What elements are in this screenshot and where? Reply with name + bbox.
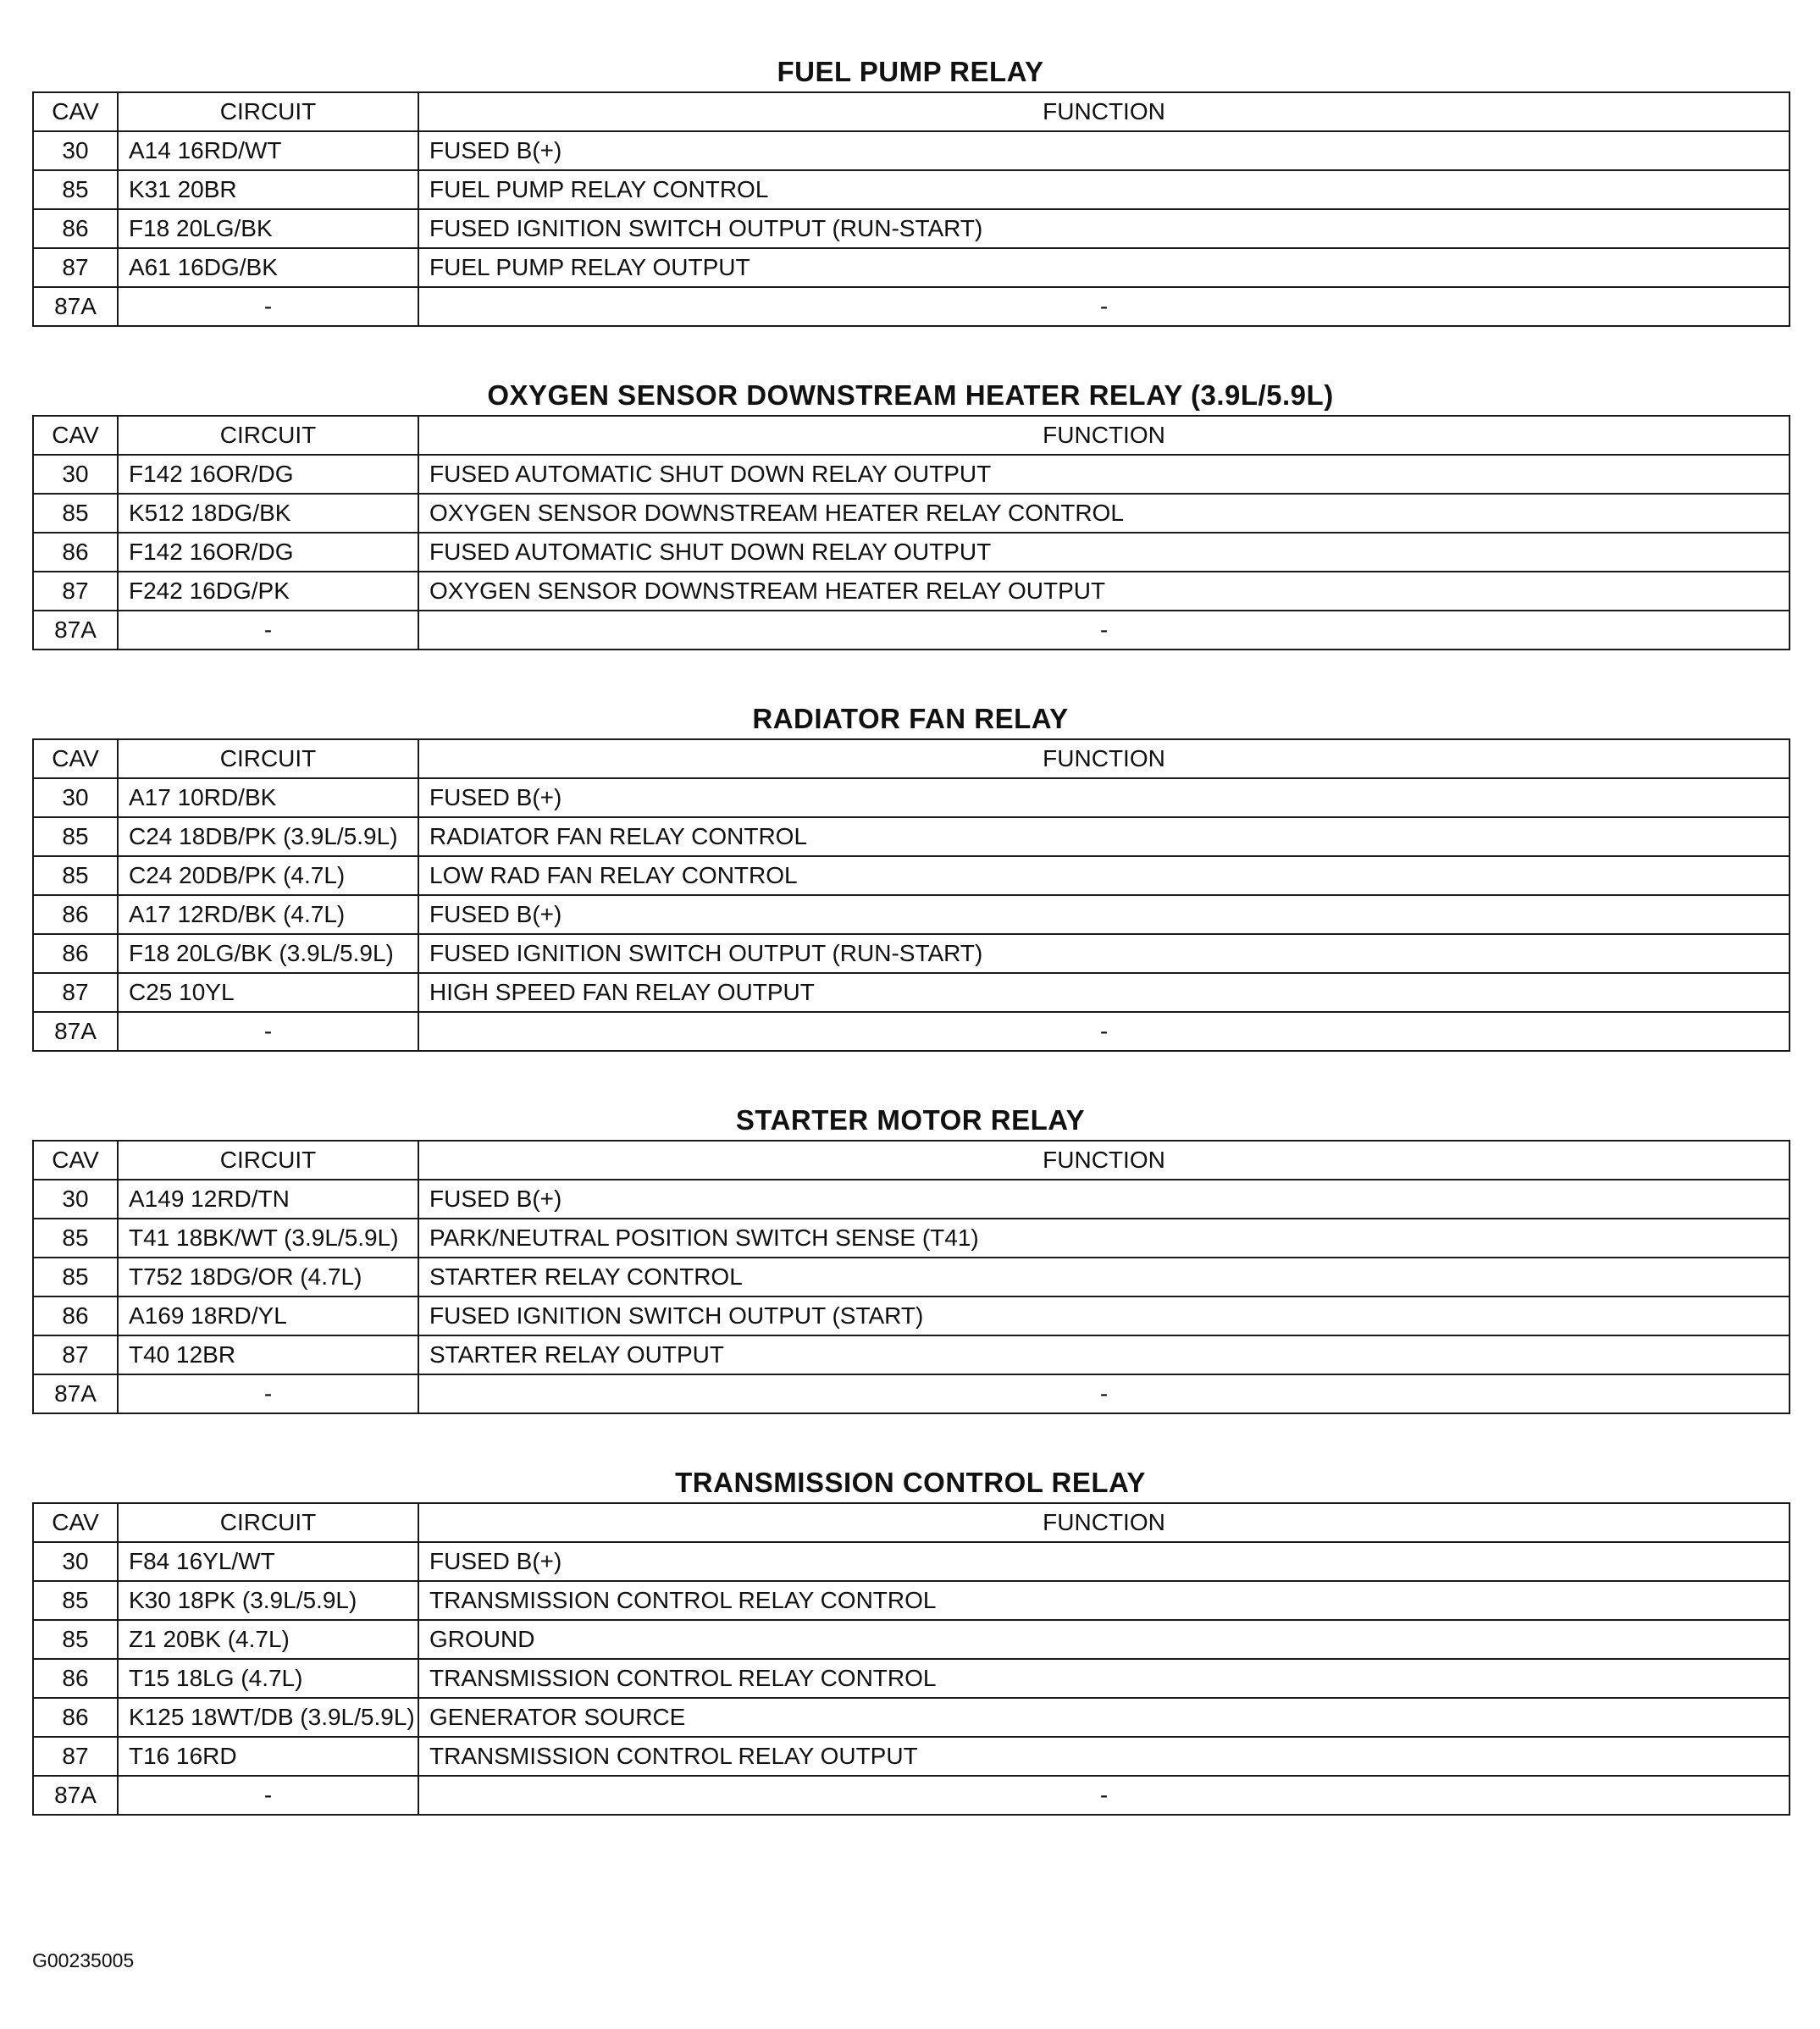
table-title: TRANSMISSION CONTROL RELAY (675, 1467, 1146, 1498)
function-cell: TRANSMISSION CONTROL RELAY CONTROL (418, 1581, 1790, 1620)
table-title: RADIATOR FAN RELAY (752, 703, 1069, 734)
cav-header: CAV (33, 416, 118, 455)
table-row (33, 817, 1790, 856)
circuit-cell: - (118, 1012, 418, 1051)
table-title: OXYGEN SENSOR DOWNSTREAM HEATER RELAY (3.9L/5.9L) (487, 379, 1334, 411)
table-row (33, 1542, 1790, 1581)
circuit-cell: A14 16RD/WT (118, 131, 418, 170)
function-cell: STARTER RELAY OUTPUT (418, 1335, 1790, 1374)
table-row (33, 1581, 1790, 1620)
cav-cell: 87A (33, 611, 118, 650)
cav-header: CAV (33, 1503, 118, 1542)
function-cell: FUEL PUMP RELAY CONTROL (418, 170, 1790, 209)
relay-table-section (32, 699, 1789, 1052)
function-cell: FUSED B(+) (418, 1542, 1790, 1581)
circuit-cell: Z1 20BK (4.7L) (118, 1620, 418, 1659)
header-row (33, 739, 1790, 778)
function-cell: - (418, 287, 1790, 326)
table-row (33, 494, 1790, 533)
cav-cell: 85 (33, 1620, 118, 1659)
function-cell: LOW RAD FAN RELAY CONTROL (418, 856, 1790, 895)
circuit-cell: K512 18DG/BK (118, 494, 418, 533)
cav-cell: 85 (33, 856, 118, 895)
circuit-header: CIRCUIT (118, 92, 418, 131)
function-cell: FUSED IGNITION SWITCH OUTPUT (RUN-START) (418, 934, 1790, 973)
table-row (33, 856, 1790, 895)
cav-cell: 87A (33, 287, 118, 326)
function-header: FUNCTION (418, 416, 1790, 455)
function-cell: GENERATOR SOURCE (418, 1698, 1790, 1737)
cav-header: CAV (33, 739, 118, 778)
function-cell: TRANSMISSION CONTROL RELAY OUTPUT (418, 1737, 1790, 1776)
cav-cell: 86 (33, 1698, 118, 1737)
pinout-table (32, 415, 1790, 650)
function-cell: FUSED AUTOMATIC SHUT DOWN RELAY OUTPUT (418, 455, 1790, 494)
circuit-cell: C25 10YL (118, 973, 418, 1012)
cav-cell: 87A (33, 1012, 118, 1051)
function-cell: - (418, 1374, 1790, 1413)
cav-cell: 86 (33, 895, 118, 934)
table-row (33, 1296, 1790, 1335)
cav-cell: 86 (33, 1296, 118, 1335)
pinout-table (32, 91, 1790, 327)
table-row (33, 611, 1790, 650)
cav-cell: 30 (33, 131, 118, 170)
function-header: FUNCTION (418, 1503, 1790, 1542)
relay-table-section (32, 53, 1789, 327)
cav-cell: 85 (33, 494, 118, 533)
cav-cell: 85 (33, 1581, 118, 1620)
circuit-cell: C24 18DB/PK (3.9L/5.9L) (118, 817, 418, 856)
circuit-header: CIRCUIT (118, 1141, 418, 1180)
table-row (33, 131, 1790, 170)
table-row (33, 1659, 1790, 1698)
cav-cell: 86 (33, 934, 118, 973)
cav-cell: 85 (33, 817, 118, 856)
pinout-table (32, 738, 1790, 1052)
circuit-cell: F142 16OR/DG (118, 455, 418, 494)
circuit-header: CIRCUIT (118, 416, 418, 455)
circuit-cell: K31 20BR (118, 170, 418, 209)
function-cell: FUEL PUMP RELAY OUTPUT (418, 248, 1790, 287)
table-row (33, 1737, 1790, 1776)
cav-header: CAV (33, 92, 118, 131)
table-row (33, 1258, 1790, 1296)
cav-cell: 86 (33, 1659, 118, 1698)
table-row (33, 1180, 1790, 1219)
table-row (33, 248, 1790, 287)
circuit-cell: A17 12RD/BK (4.7L) (118, 895, 418, 934)
cav-cell: 30 (33, 455, 118, 494)
table-title: STARTER MOTOR RELAY (735, 1104, 1086, 1136)
circuit-cell: - (118, 1374, 418, 1413)
pinout-table (32, 1502, 1790, 1816)
table-row (33, 1698, 1790, 1737)
function-cell: FUSED B(+) (418, 1180, 1790, 1219)
relay-table-section (32, 1463, 1789, 1816)
function-cell: FUSED IGNITION SWITCH OUTPUT (RUN-START) (418, 209, 1790, 248)
table-row (33, 1776, 1790, 1815)
table-row (33, 895, 1790, 934)
cav-cell: 87 (33, 572, 118, 611)
table-row (33, 1620, 1790, 1659)
function-cell: GROUND (418, 1620, 1790, 1659)
cav-cell: 30 (33, 778, 118, 817)
circuit-header: CIRCUIT (118, 739, 418, 778)
figure-id: G00235005 (32, 1949, 135, 1971)
circuit-cell: T752 18DG/OR (4.7L) (118, 1258, 418, 1296)
table-row (33, 778, 1790, 817)
header-row (33, 1141, 1790, 1180)
circuit-cell: F84 16YL/WT (118, 1542, 418, 1581)
circuit-cell: A149 12RD/TN (118, 1180, 418, 1219)
cav-cell: 30 (33, 1542, 118, 1581)
cav-header: CAV (33, 1141, 118, 1180)
cav-cell: 86 (33, 209, 118, 248)
table-row (33, 1335, 1790, 1374)
circuit-cell: T40 12BR (118, 1335, 418, 1374)
function-cell: OXYGEN SENSOR DOWNSTREAM HEATER RELAY CONTROL (418, 494, 1790, 533)
circuit-cell: T41 18BK/WT (3.9L/5.9L) (118, 1219, 418, 1258)
table-row (33, 572, 1790, 611)
function-cell: FUSED B(+) (418, 778, 1790, 817)
function-cell: FUSED IGNITION SWITCH OUTPUT (START) (418, 1296, 1790, 1335)
circuit-cell: K30 18PK (3.9L/5.9L) (118, 1581, 418, 1620)
cav-cell: 85 (33, 170, 118, 209)
cav-cell: 85 (33, 1258, 118, 1296)
function-header: FUNCTION (418, 739, 1790, 778)
function-cell: - (418, 1012, 1790, 1051)
circuit-cell: T16 16RD (118, 1737, 418, 1776)
function-cell: OXYGEN SENSOR DOWNSTREAM HEATER RELAY OUTPUT (418, 572, 1790, 611)
circuit-cell: - (118, 1776, 418, 1815)
cav-cell: 87A (33, 1374, 118, 1413)
table-row (33, 533, 1790, 572)
circuit-cell: - (118, 287, 418, 326)
circuit-cell: F18 20LG/BK (118, 209, 418, 248)
circuit-cell: T15 18LG (4.7L) (118, 1659, 418, 1698)
header-row (33, 1503, 1790, 1542)
function-cell: STARTER RELAY CONTROL (418, 1258, 1790, 1296)
relay-table-section (32, 1101, 1789, 1414)
function-cell: RADIATOR FAN RELAY CONTROL (418, 817, 1790, 856)
cav-cell: 86 (33, 533, 118, 572)
cav-cell: 87 (33, 973, 118, 1012)
function-cell: FUSED B(+) (418, 131, 1790, 170)
table-row (33, 455, 1790, 494)
circuit-header: CIRCUIT (118, 1503, 418, 1542)
header-row (33, 416, 1790, 455)
function-cell: HIGH SPEED FAN RELAY OUTPUT (418, 973, 1790, 1012)
pinout-table (32, 1140, 1790, 1414)
function-header: FUNCTION (418, 1141, 1790, 1180)
function-cell: - (418, 611, 1790, 650)
cav-cell: 87 (33, 1335, 118, 1374)
circuit-cell: A169 18RD/YL (118, 1296, 418, 1335)
table-row (33, 973, 1790, 1012)
table-row (33, 287, 1790, 326)
table-row (33, 1374, 1790, 1413)
header-row (33, 92, 1790, 131)
circuit-cell: C24 20DB/PK (4.7L) (118, 856, 418, 895)
relay-pinout-document (32, 53, 1789, 1865)
table-row (33, 1219, 1790, 1258)
table-row (33, 1012, 1790, 1051)
table-title: FUEL PUMP RELAY (777, 56, 1044, 87)
cav-cell: 87 (33, 248, 118, 287)
function-cell: FUSED AUTOMATIC SHUT DOWN RELAY OUTPUT (418, 533, 1790, 572)
function-cell: - (418, 1776, 1790, 1815)
function-cell: TRANSMISSION CONTROL RELAY CONTROL (418, 1659, 1790, 1698)
function-header: FUNCTION (418, 92, 1790, 131)
cav-cell: 87 (33, 1737, 118, 1776)
table-row (33, 170, 1790, 209)
table-row (33, 209, 1790, 248)
circuit-cell: K125 18WT/DB (3.9L/5.9L) (118, 1698, 418, 1737)
cav-cell: 87A (33, 1776, 118, 1815)
function-cell: PARK/NEUTRAL POSITION SWITCH SENSE (T41) (418, 1219, 1790, 1258)
circuit-cell: F18 20LG/BK (3.9L/5.9L) (118, 934, 418, 973)
relay-table-section (32, 376, 1789, 650)
circuit-cell: - (118, 611, 418, 650)
circuit-cell: F242 16DG/PK (118, 572, 418, 611)
function-cell: FUSED B(+) (418, 895, 1790, 934)
cav-cell: 30 (33, 1180, 118, 1219)
table-row (33, 934, 1790, 973)
circuit-cell: A17 10RD/BK (118, 778, 418, 817)
cav-cell: 85 (33, 1219, 118, 1258)
circuit-cell: F142 16OR/DG (118, 533, 418, 572)
circuit-cell: A61 16DG/BK (118, 248, 418, 287)
